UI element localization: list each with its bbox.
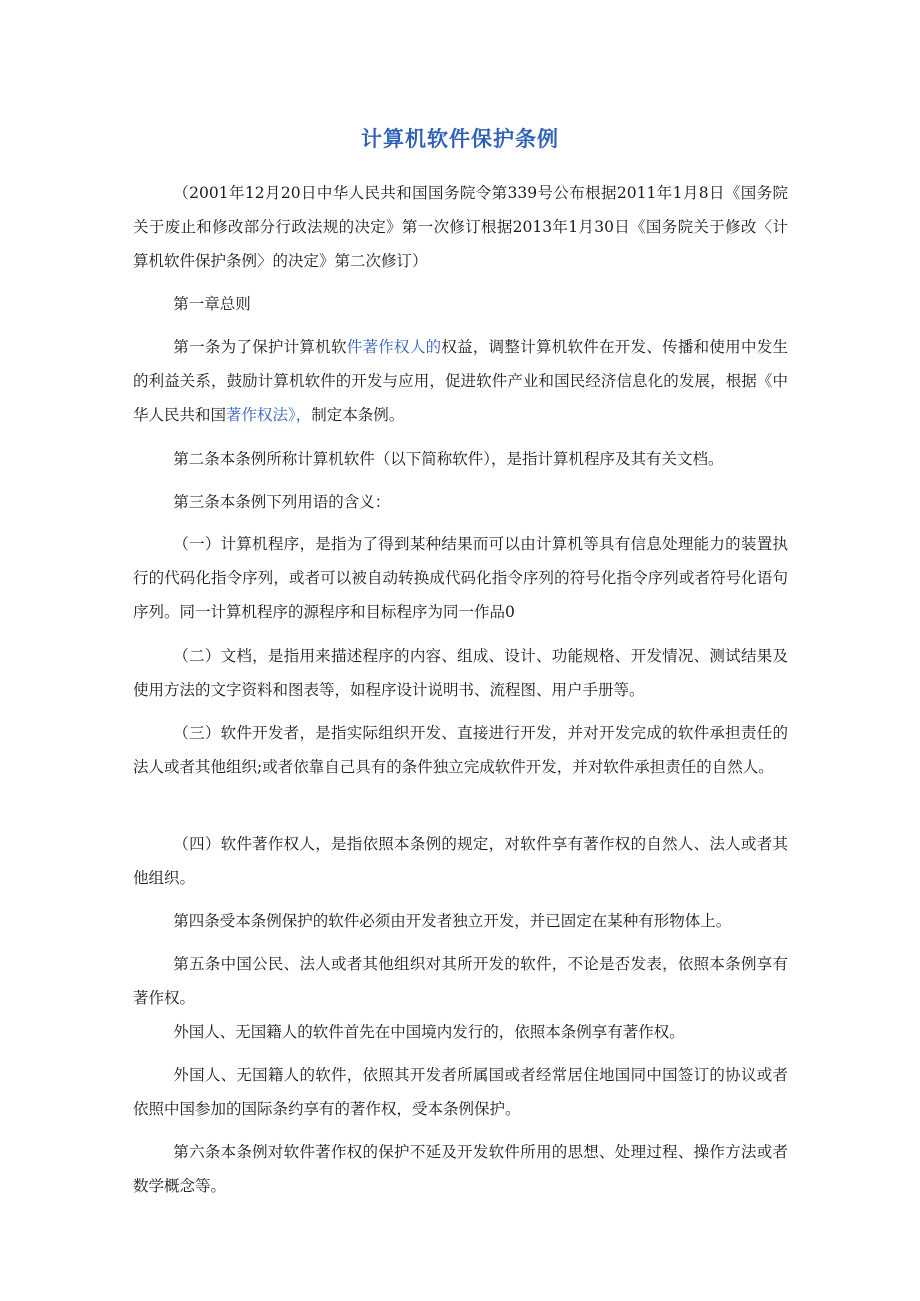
article-5-paragraph-2: 外国人、无国籍人的软件首先在中国境内发行的，依照本条例享有著作权。 (173, 1023, 685, 1041)
article-1-text-b: 权益，调整计算机软件在开发、传播和使用中发生的利益关系，鼓励计算机软件的开发与应用，促进软件产业和国民经济信息化的发展，根据《中华人民共和国 (133, 338, 788, 424)
preamble: （2001年12月20日中华人民共和国国务院令第339号公布根据2011年1月8日《国务院关于废止和修改部分行政法规的决定》第一次修订根据2013年1月30日《国务院关于修改〈计算机软件保护条例〉的决定》第二次修订） (133, 184, 788, 270)
article-1 (133, 330, 788, 432)
article-1-text-a: 第一条为了保护计算机软 (173, 338, 347, 356)
article-2: 第二条本条例所称计算机软件（以下简称软件），是指计算机程序及其有关文档。 (173, 450, 724, 468)
chapter-heading: 第一章总则 (173, 295, 251, 313)
article-3: 第三条本条例下列用语的含义： (173, 493, 391, 511)
article-4: 第四条受本条例保护的软件必须由开发者独立开发，并已固定在某种有形物体上。 (173, 912, 732, 930)
copyright-owner-link[interactable]: 件著作权人的 (346, 338, 442, 356)
article-5: 第五条中国公民、法人或者其他组织对其所开发的软件，不论是否发表，依照本条例享有著作权。 (133, 955, 788, 1007)
article-3-item-3: （三）软件开发者，是指实际组织开发、直接进行开发，并对开发完成的软件承担责任的法人或者其他组织;或者依靠自己具有的条件独立完成软件开发，并对软件承担责任的自然人。 (133, 724, 788, 776)
article-5-paragraph-3: 外国人、无国籍人的软件，依照其开发者所属国或者经常居住地国同中国签订的协议或者依照中国参加的国际条约享有的著作权，受本条例保护。 (133, 1066, 788, 1118)
document-title: 计算机软件保护条例 (361, 127, 559, 151)
article-3-item-1: （一）计算机程序，是指为了得到某种结果而可以由计算机等具有信息处理能力的装置执行的代码化指令序列，或者可以被自动转换成代码化指令序列的符号化指令序列或者符号化语句序列。同一计算机程序的源程序和目标程序为同一作品0 (133, 535, 788, 621)
article-6: 第六条本条例对软件著作权的保护不延及开发软件所用的思想、处理过程、操作方法或者数学概念等。 (133, 1143, 788, 1195)
article-3-item-4: （四）软件著作权人，是指依照本条例的规定，对软件享有著作权的自然人、法人或者其他组织。 (133, 835, 788, 887)
article-1-text-c: 制定本条例。 (311, 406, 405, 424)
copyright-law-link[interactable]: 著作权法》， (226, 406, 312, 424)
article-3-item-2: （二）文档，是指用来描述程序的内容、组成、设计、功能规格、开发情况、测试结果及使用方法的文字资料和图表等，如程序设计说明书、流程图、用户手册等。 (133, 647, 788, 699)
